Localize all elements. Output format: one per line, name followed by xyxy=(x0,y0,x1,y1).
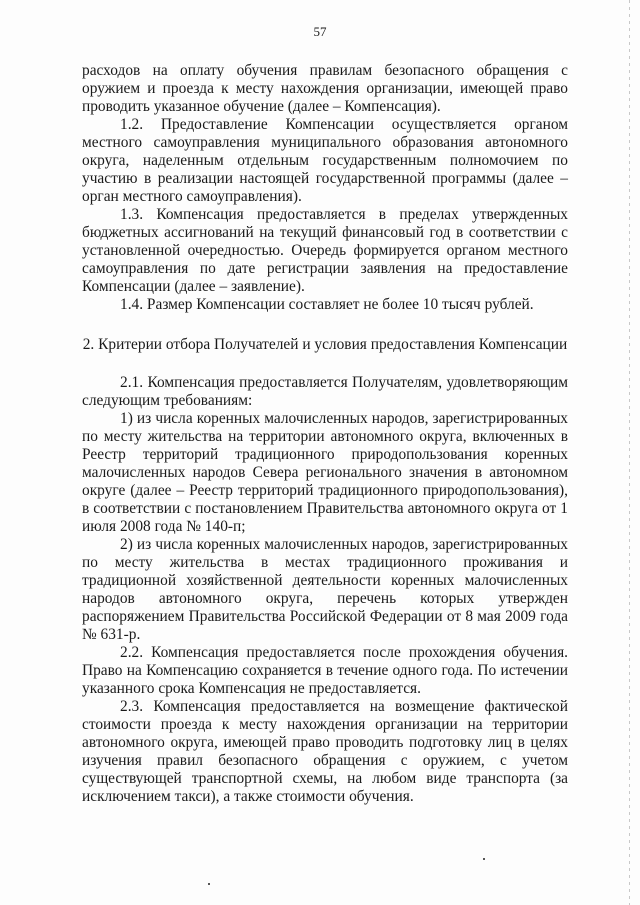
page-edge-border xyxy=(629,0,630,905)
paragraph-1-2: 1.2. Предоставление Компенсации осуществляется органом местного самоуправления муниципального образования автономного округа, наделенным отдельным государственным полномочием по участию в реализации настоящей государственной программы (далее – орган местного самоуправления). xyxy=(82,116,568,205)
page-number: 57 xyxy=(313,24,327,39)
paragraph-2-1: 2.1. Компенсация предоставляется Получателям, удовлетворяющим следующим требованиям: xyxy=(82,374,568,409)
paragraph-2-1-item-2: 2) из числа коренных малочисленных народов, зарегистрированных по месту жительства в местах традиционного проживания и традиционной хозяйственной деятельности коренных малочисленных народов автономного округа, перечень которых утвержден распоряжением Правительства Российской Федерации от 8 мая 2009 года № 631-р. xyxy=(82,536,568,643)
paragraph-2-3: 2.3. Компенсация предоставляется на возмещение фактической стоимости проезда к месту нахождения организации на территории автономного округа, имеющей право проводить подготовку лиц в целях изучения правил безопасного обращения с оружием, с учетом существующей транспортной схемы, на любом виде транспорта (за исключением такси), а также стоимости обучения. xyxy=(82,698,568,805)
scan-dot xyxy=(483,858,485,860)
paragraph-2-2: 2.2. Компенсация предоставляется после прохождения обучения. Право на Компенсацию сохраняется в течение одного года. По истечении указанного срока Компенсация не предоставляется. xyxy=(82,644,568,697)
paragraph-1-3: 1.3. Компенсация предоставляется в пределах утвержденных бюджетных ассигнований на текущий финансовый год в соответствии с установленной очередностью. Очередь формируется органом местного самоуправления по дате регистрации заявления на предоставление Компенсации (далее – заявление). xyxy=(82,206,568,295)
document-body xyxy=(82,62,568,806)
paragraph-1-1-continuation: расходов на оплату обучения правилам безопасного обращения с оружием и проезда к месту нахождения организации, имеющей право проводить указанное обучение (далее – Компенсация). xyxy=(82,62,568,115)
scan-dot xyxy=(208,883,210,885)
paragraph-1-4: 1.4. Размер Компенсации составляет не более 10 тысяч рублей. xyxy=(120,296,534,313)
paragraph-2-1-item-1: 1) из числа коренных малочисленных народов, зарегистрированных по месту жительства на территории автономного округа, включенных в Реестр территорий традиционного природопользования коренных малочисленных народов Севера регионального значения в автономном округе (далее – Реестр территорий традиционного природопользования), в соответствии с постановлением Правительства автономного округа от 1 июля 2008 года № 140-п; xyxy=(82,410,568,535)
section-2-heading: 2. Критерии отбора Получателей и условия предоставления Компенсации xyxy=(82,336,568,353)
